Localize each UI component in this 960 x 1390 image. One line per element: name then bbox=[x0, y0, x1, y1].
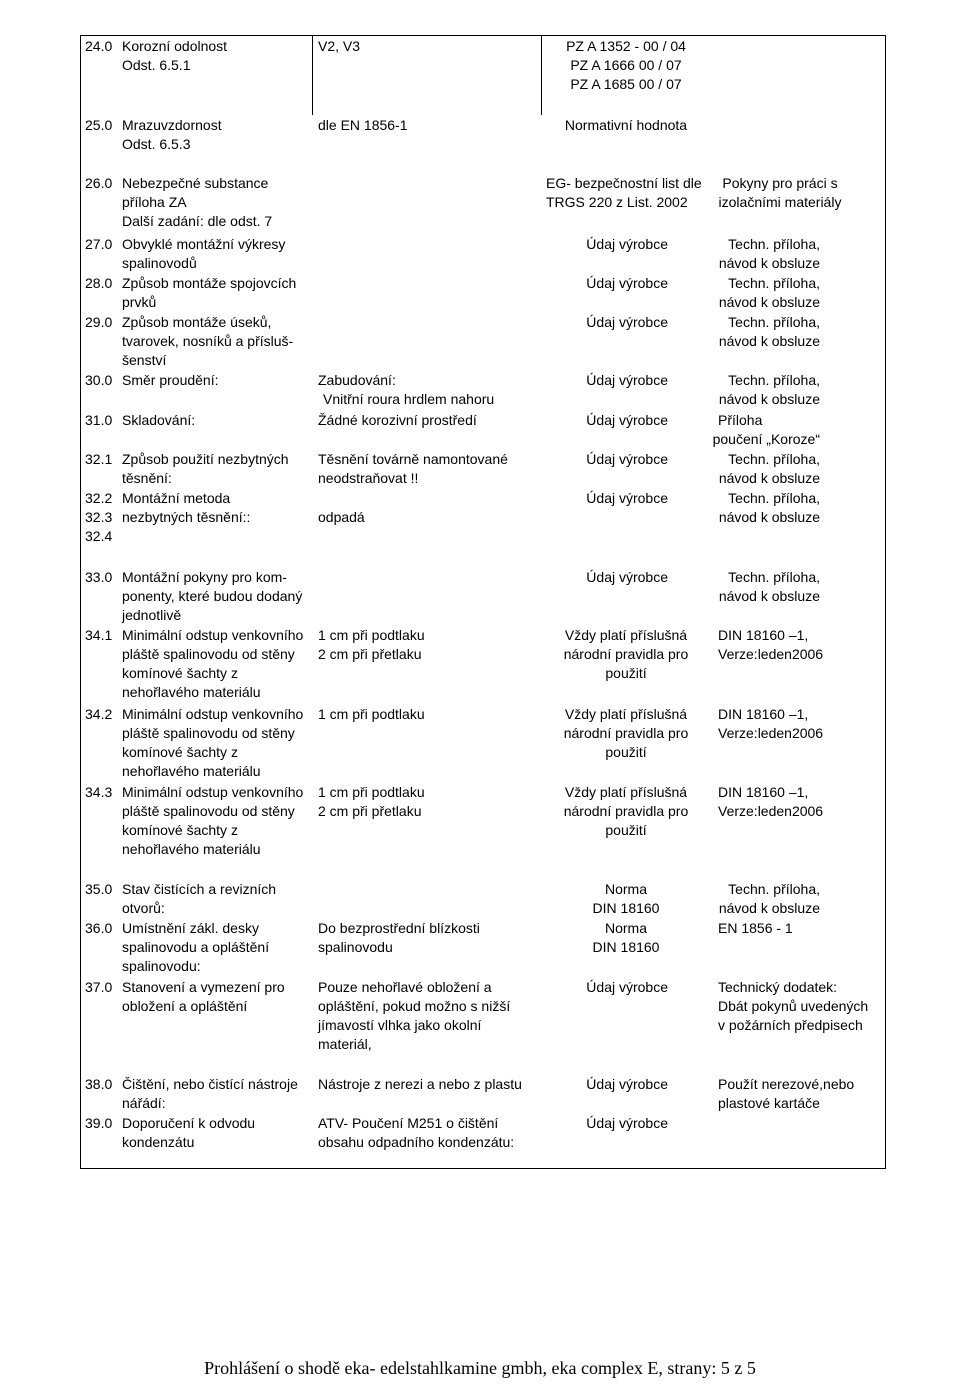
row-label: nářádí: bbox=[122, 1095, 166, 1111]
row-source: Údaj výrobce bbox=[586, 1076, 668, 1092]
row-note: v požárních předpisech bbox=[718, 1017, 863, 1033]
row-label: Stanovení a vymezení pro bbox=[122, 979, 285, 995]
row-spec: 1 cm při podtlaku bbox=[318, 706, 425, 722]
row-number: 27.0 bbox=[85, 236, 113, 252]
row-spec: Těsnění továrně namontované bbox=[318, 451, 508, 467]
row-note: Verze:leden2006 bbox=[718, 646, 824, 662]
row-source: Údaj výrobce bbox=[586, 275, 668, 291]
row-norm: PZ A 1685 00 / 07 bbox=[570, 76, 682, 92]
row-label: tvarovek, nosníků a přísluš- bbox=[122, 333, 294, 349]
row-number: 37.0 bbox=[85, 979, 113, 995]
row-label: pláště spalinovodu od stěny bbox=[122, 803, 295, 819]
row-note: poučení „Koroze“ bbox=[712, 431, 820, 447]
row-source: EG- bezpečnostní list dle bbox=[546, 175, 702, 191]
row-label: spalinovodů bbox=[122, 255, 197, 271]
row-label: Mrazuvzdornost bbox=[122, 117, 222, 133]
row-number: 30.0 bbox=[85, 372, 113, 388]
row-note: Techn. příloha, bbox=[728, 275, 820, 291]
row-number: 33.0 bbox=[85, 569, 113, 585]
row-number: 36.0 bbox=[85, 920, 113, 936]
row-label: ponenty, které budou dodaný bbox=[122, 588, 303, 604]
row-number: 32.3 bbox=[85, 509, 113, 525]
row-spec: Nástroje z nerezi a nebo z plastu bbox=[318, 1076, 522, 1092]
row-spec: 2 cm při přetlaku bbox=[318, 646, 422, 662]
row-note: Techn. příloha, bbox=[728, 451, 820, 467]
row-note: Verze:leden2006 bbox=[718, 725, 824, 741]
row-label: Obvyklé montážní výkresy bbox=[122, 236, 286, 252]
row-label: komínové šachty z bbox=[122, 744, 238, 760]
row-number: 35.0 bbox=[85, 881, 113, 897]
row-label: Minimální odstup venkovního bbox=[122, 627, 304, 643]
column-divider bbox=[312, 35, 313, 115]
row-note: izolačními materiály bbox=[718, 194, 842, 210]
row-number: 34.1 bbox=[85, 627, 113, 643]
row-source: použití bbox=[605, 744, 647, 760]
row-label: Způsob montáže úseků, bbox=[122, 314, 272, 330]
row-source: Údaj výrobce bbox=[586, 1115, 668, 1131]
row-label: Minimální odstup venkovního bbox=[122, 706, 304, 722]
row-label: Odst. 6.5.1 bbox=[122, 57, 191, 73]
row-norm: Normativní hodnota bbox=[564, 117, 688, 133]
row-label: nehořlavého materiálu bbox=[122, 763, 261, 779]
row-note: Techn. příloha, bbox=[728, 372, 820, 388]
row-source: národní pravidla pro bbox=[563, 725, 689, 741]
row-note: Použít nerezové,nebo bbox=[718, 1076, 855, 1092]
row-spec: spalinovodu bbox=[318, 939, 393, 955]
row-label: pláště spalinovodu od stěny bbox=[122, 725, 295, 741]
row-source: použití bbox=[605, 822, 647, 838]
row-spec: dle EN 1856-1 bbox=[318, 117, 408, 133]
row-note: Příloha bbox=[718, 412, 763, 428]
row-source: Vždy platí příslušná bbox=[564, 784, 688, 800]
row-source: Údaj výrobce bbox=[586, 569, 668, 585]
row-label: Montážní metoda bbox=[122, 490, 231, 506]
row-number: 34.2 bbox=[85, 706, 113, 722]
row-spec: obsahu odpadního kondenzátu: bbox=[318, 1134, 515, 1150]
row-spec: neodstraňovat !! bbox=[318, 470, 419, 486]
row-source: TRGS 220 z List. 2002 bbox=[546, 194, 688, 210]
row-spec: Pouze nehořlavé obložení a bbox=[318, 979, 492, 995]
row-label: Způsob montáže spojovcích bbox=[122, 275, 297, 291]
row-spec: 1 cm při podtlaku bbox=[318, 784, 425, 800]
row-label: Směr proudění: bbox=[122, 372, 219, 388]
row-label: jednotlivě bbox=[122, 607, 182, 623]
row-number: 24.0 bbox=[85, 38, 113, 54]
row-note: návod k obsluze bbox=[718, 391, 820, 407]
row-number: 29.0 bbox=[85, 314, 113, 330]
row-label: šenství bbox=[122, 352, 167, 368]
row-label: Způsob použití nezbytných bbox=[122, 451, 289, 467]
row-spec: ATV- Poučení M251 o čištění bbox=[318, 1115, 499, 1131]
row-source: DIN 18160 bbox=[592, 900, 660, 916]
row-label: komínové šachty z bbox=[122, 665, 238, 681]
row-label: Další zadání: dle odst. 7 bbox=[122, 213, 273, 229]
row-note: plastové kartáče bbox=[718, 1095, 820, 1111]
row-source: Vždy platí příslušná bbox=[564, 706, 688, 722]
row-note: EN 1856 - 1 bbox=[718, 920, 793, 936]
row-note: Pokyny pro práci s bbox=[722, 175, 838, 191]
row-source: Údaj výrobce bbox=[586, 236, 668, 252]
row-label: spalinovodu: bbox=[122, 958, 201, 974]
row-note: návod k obsluze bbox=[718, 255, 820, 271]
row-label: Skladování: bbox=[122, 412, 196, 428]
row-spec: Do bezprostřední blízkosti bbox=[318, 920, 480, 936]
row-source: národní pravidla pro bbox=[563, 646, 689, 662]
row-source: Údaj výrobce bbox=[586, 412, 668, 428]
row-number: 34.3 bbox=[85, 784, 113, 800]
row-label: těsnění: bbox=[122, 470, 172, 486]
row-label: pláště spalinovodu od stěny bbox=[122, 646, 295, 662]
row-note: Verze:leden2006 bbox=[718, 803, 824, 819]
row-label: Čištění, nebo čistící nástroje bbox=[122, 1076, 298, 1092]
row-norm: PZ A 1666 00 / 07 bbox=[570, 57, 682, 73]
row-source: Norma bbox=[604, 920, 647, 936]
row-norm: PZ A 1352 - 00 / 04 bbox=[566, 38, 686, 54]
row-note: návod k obsluze bbox=[718, 294, 820, 310]
row-spec: V2, V3 bbox=[318, 38, 361, 54]
row-spec: opláštění, pokud možno s nižší bbox=[318, 998, 511, 1014]
row-spec: materiál, bbox=[318, 1036, 372, 1052]
row-number: 26.0 bbox=[85, 175, 113, 191]
row-note: Dbát pokynů uvedených bbox=[718, 998, 869, 1014]
row-note: Techn. příloha, bbox=[728, 314, 820, 330]
row-note: návod k obsluze bbox=[718, 470, 820, 486]
row-spec: Vnitřní roura hrdlem nahoru bbox=[323, 391, 495, 407]
row-number: 32.4 bbox=[85, 528, 113, 544]
row-label: nehořlavého materiálu bbox=[122, 684, 261, 700]
row-spec: jímavostí vlhka jako okolní bbox=[318, 1017, 482, 1033]
row-note: Techn. příloha, bbox=[728, 569, 820, 585]
row-number: 31.0 bbox=[85, 412, 113, 428]
row-note: návod k obsluze bbox=[718, 509, 820, 525]
row-note: návod k obsluze bbox=[718, 333, 820, 349]
row-source: Údaj výrobce bbox=[586, 979, 668, 995]
row-number: 39.0 bbox=[85, 1115, 113, 1131]
page-footer: Prohlášení o shodě eka- edelstahlkamine gmbh, eka complex E, strany: 5 z 5 bbox=[204, 1358, 756, 1378]
row-number: 28.0 bbox=[85, 275, 113, 291]
row-spec: Zabudování: bbox=[318, 372, 396, 388]
row-label: komínové šachty z bbox=[122, 822, 238, 838]
row-source: použití bbox=[605, 665, 647, 681]
row-label: Nebezpečné substance bbox=[122, 175, 269, 191]
row-note: Techn. příloha, bbox=[728, 490, 820, 506]
row-label: Minimální odstup venkovního bbox=[122, 784, 304, 800]
row-label: Korozní odolnost bbox=[122, 38, 228, 54]
row-note: návod k obsluze bbox=[718, 900, 820, 916]
row-label: příloha ZA bbox=[122, 194, 187, 210]
row-spec: odpadá bbox=[318, 509, 365, 525]
row-label: nezbytných těsnění:: bbox=[122, 509, 251, 525]
row-source: Údaj výrobce bbox=[586, 314, 668, 330]
row-source: DIN 18160 bbox=[592, 939, 660, 955]
row-source: Údaj výrobce bbox=[586, 372, 668, 388]
row-label: Stav čistících a revizních bbox=[122, 881, 277, 897]
row-note: návod k obsluze bbox=[718, 588, 820, 604]
row-label: obložení a opláštění bbox=[122, 998, 248, 1014]
row-number: 32.1 bbox=[85, 451, 113, 467]
row-note: DIN 18160 –1, bbox=[718, 627, 809, 643]
row-number: 38.0 bbox=[85, 1076, 113, 1092]
row-source: Norma bbox=[604, 881, 647, 897]
row-number: 32.2 bbox=[85, 490, 113, 506]
row-label: nehořlavého materiálu bbox=[122, 841, 261, 857]
row-label: Doporučení k odvodu bbox=[122, 1115, 256, 1131]
row-source: Údaj výrobce bbox=[586, 451, 668, 467]
row-source: národní pravidla pro bbox=[563, 803, 689, 819]
row-label: kondenzátu bbox=[122, 1134, 195, 1150]
row-source: Vždy platí příslušná bbox=[564, 627, 688, 643]
row-note: Techn. příloha, bbox=[728, 236, 820, 252]
row-label: otvorů: bbox=[122, 900, 165, 916]
row-label: Odst. 6.5.3 bbox=[122, 136, 191, 152]
row-spec: 2 cm při přetlaku bbox=[318, 803, 422, 819]
row-number: 25.0 bbox=[85, 117, 113, 133]
row-note: Technický dodatek: bbox=[718, 979, 838, 995]
row-note: DIN 18160 –1, bbox=[718, 784, 809, 800]
row-note: Techn. příloha, bbox=[728, 881, 820, 897]
row-spec: 1 cm při podtlaku bbox=[318, 627, 425, 643]
row-label: Umístnění zákl. desky bbox=[122, 920, 259, 936]
row-label: Montážní pokyny pro kom- bbox=[122, 569, 287, 585]
row-label: prvků bbox=[122, 294, 157, 310]
row-source: Údaj výrobce bbox=[586, 490, 668, 506]
row-label: spalinovodu a opláštění bbox=[122, 939, 270, 955]
row-note: DIN 18160 –1, bbox=[718, 706, 809, 722]
row-spec: Žádné korozivní prostředí bbox=[318, 412, 477, 428]
